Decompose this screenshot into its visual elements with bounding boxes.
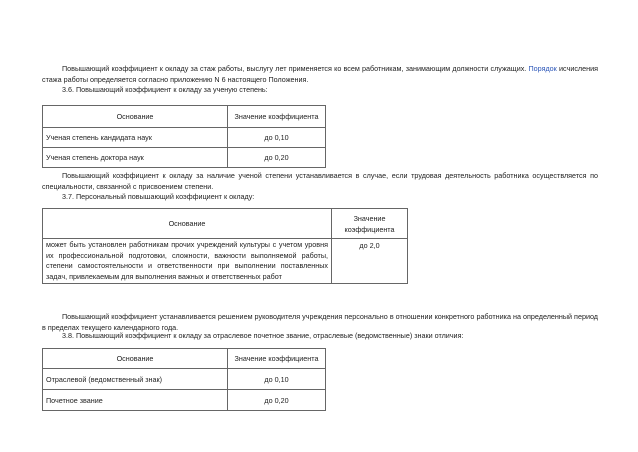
title-table xyxy=(42,348,326,411)
degree-table xyxy=(42,105,326,168)
heading-3-7: 3.7. Персональный повышающий коэффициент к окладу: xyxy=(62,192,255,201)
personal-coefficient-table xyxy=(42,208,408,284)
title-table-header-basis: Основание xyxy=(43,349,228,369)
heading-3-8: 3.8. Повышающий коэффициент к окладу за отраслевое почетное звание, отраслевые (ведомственные) знаки отличия: xyxy=(62,331,464,340)
paragraph-seniority-text: Повышающий коэффициент к окладу за стаж работы, выслугу лет применяется ко всем работникам, занимающим должности служащих. xyxy=(62,64,527,73)
paragraph-personal-decision-text: Повышающий коэффициент устанавливается решением руководителя учреждения персонально в отношении конкретного работника на определенный период в пределах текущего календарного года. xyxy=(42,312,598,332)
paragraph-degree-condition xyxy=(42,171,598,192)
order-link[interactable]: Порядок xyxy=(528,64,557,73)
personal-value: до 2,0 xyxy=(332,239,408,284)
title-basis: Отраслевой (ведомственный знак) xyxy=(43,369,228,390)
degree-value: до 0,20 xyxy=(228,148,326,168)
table-row xyxy=(43,128,326,148)
degree-basis: Ученая степень кандидата наук xyxy=(43,128,228,148)
personal-table-header-basis: Основание xyxy=(43,209,332,239)
personal-table-header-value: Значение коэффициента xyxy=(332,209,408,239)
table-row xyxy=(43,239,408,284)
heading-3-6: 3.6. Повышающий коэффициент к окладу за ученую степень: xyxy=(62,85,268,94)
table-row xyxy=(43,148,326,168)
table-row xyxy=(43,390,326,411)
degree-table-header-value: Значение коэффициента xyxy=(228,106,326,128)
degree-basis: Ученая степень доктора наук xyxy=(43,148,228,168)
title-value: до 0,10 xyxy=(228,369,326,390)
personal-basis: может быть установлен работникам прочих учреждений культуры с учетом уровня их профессиональной подготовки, сложности, важности выполняемой работы, степени самостоятельности и ответственности при выполнении поставленных задач, привлекаемым для выполнения важных и ответственных работ xyxy=(43,239,332,284)
degree-value: до 0,10 xyxy=(228,128,326,148)
table-row xyxy=(43,369,326,390)
title-basis: Почетное звание xyxy=(43,390,228,411)
paragraph-degree-condition-text: Повышающий коэффициент к окладу за наличие ученой степени устанавливается в случае, если трудовая деятельность работника осуществляется по специальности, связанной с присвоением степени. xyxy=(42,171,598,191)
title-table-header-value: Значение коэффициента xyxy=(228,349,326,369)
paragraph-seniority xyxy=(42,64,598,85)
title-value: до 0,20 xyxy=(228,390,326,411)
paragraph-personal-decision xyxy=(42,312,598,333)
degree-table-header-basis: Основание xyxy=(43,106,228,128)
paragraph-seniority-text2: исчисления стажа работы определяется согласно приложению N 6 настоящего Положения. xyxy=(42,64,598,84)
